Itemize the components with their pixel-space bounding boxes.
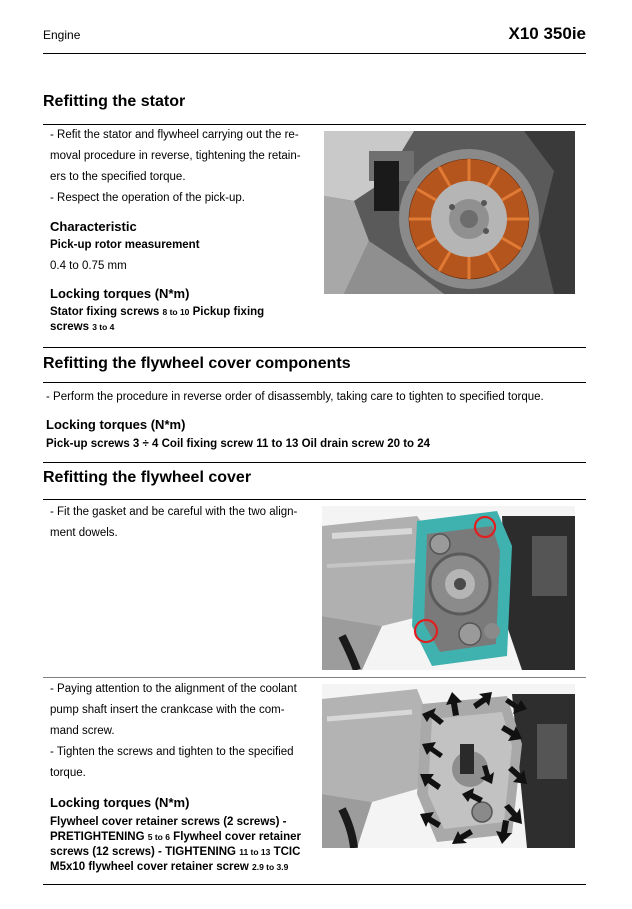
- torque-value: 11 to 13: [239, 847, 271, 857]
- torque-value: 2.9 to 3.9: [252, 862, 289, 872]
- header-section: Engine: [43, 28, 81, 42]
- torque-value: 5 to 6: [147, 832, 170, 842]
- cover-torque-values: [50, 815, 320, 875]
- cover-step1-line: - Fit the gasket and be careful with the two align-: [50, 506, 298, 518]
- torque-text: screws (12 screws) - TIGHTENING: [50, 846, 240, 858]
- cover-rule: [43, 499, 586, 500]
- torque-value: 3 to 4: [92, 322, 115, 332]
- measurement-value: 0.4 to 0.75 mm: [50, 260, 127, 272]
- gasket-photo: [322, 506, 575, 670]
- stator-text-line: moval procedure in reverse, tightening the retain-: [50, 150, 301, 162]
- footer-rule: [43, 884, 586, 885]
- section-rule-2: [43, 462, 586, 463]
- cover-step2-line: - Paying attention to the alignment of the coolant: [50, 683, 297, 695]
- torque-text: Stator fixing screws: [50, 306, 163, 318]
- torque-text: M5x10 flywheel cover retainer screw: [50, 861, 252, 873]
- cover-step2-line: torque.: [50, 767, 86, 779]
- torque-text: TCIC: [270, 846, 301, 858]
- torque-text: Pickup fixing: [189, 306, 265, 318]
- cover-step1-text: [50, 502, 315, 544]
- stator-text: [50, 125, 315, 209]
- measurement-label: Pick-up rotor measurement: [50, 239, 200, 251]
- cover-step2-line: mand screw.: [50, 725, 115, 737]
- cover-step2-text: [50, 679, 315, 784]
- stator-photo: [324, 131, 575, 294]
- stator-torque-values: [50, 305, 315, 335]
- stator-title: Refitting the stator: [43, 93, 186, 110]
- torque-text: Flywheel cover retainer screws (2 screws) -: [50, 816, 287, 828]
- cover-components-torque-heading: Locking torques (N*m): [46, 417, 186, 432]
- header-rule: [43, 53, 586, 54]
- stator-text-line: ers to the specified torque.: [50, 171, 186, 183]
- cover-components-rule: [43, 382, 586, 383]
- cover-components-torque-values: Pick-up screws 3 ÷ 4 Coil fixing screw 11 to 13 Oil drain screw 20 to 24: [46, 438, 431, 450]
- characteristic-heading: Characteristic: [50, 219, 137, 234]
- torque-text: Flywheel cover retainer: [169, 831, 302, 843]
- cover-components-title: Refitting the flywheel cover components: [43, 355, 351, 372]
- torque-text: PRETIGHTENING: [50, 831, 148, 843]
- cover-step-divider: [43, 677, 586, 678]
- cover-title: Refitting the flywheel cover: [43, 469, 252, 486]
- cover-torque-heading: Locking torques (N*m): [50, 795, 190, 810]
- section-rule-1: [43, 347, 586, 348]
- torque-text: screws: [50, 321, 93, 333]
- stator-text-line: - Refit the stator and flywheel carrying out the re-: [50, 129, 299, 141]
- cover-photo: [322, 684, 575, 848]
- cover-components-text: - Perform the procedure in reverse order of disassembly, taking care to tighten to specified torque.: [46, 391, 544, 403]
- torque-value: 8 to 10: [162, 307, 190, 317]
- cover-step2-line: pump shaft insert the crankcase with the com-: [50, 704, 285, 716]
- cover-step2-line: - Tighten the screws and tighten to the specified: [50, 746, 294, 758]
- stator-torque-heading: Locking torques (N*m): [50, 286, 190, 301]
- header-model: X10 350ie: [508, 24, 586, 43]
- cover-step1-line: ment dowels.: [50, 527, 118, 539]
- stator-text-line: - Respect the operation of the pick-up.: [50, 192, 245, 204]
